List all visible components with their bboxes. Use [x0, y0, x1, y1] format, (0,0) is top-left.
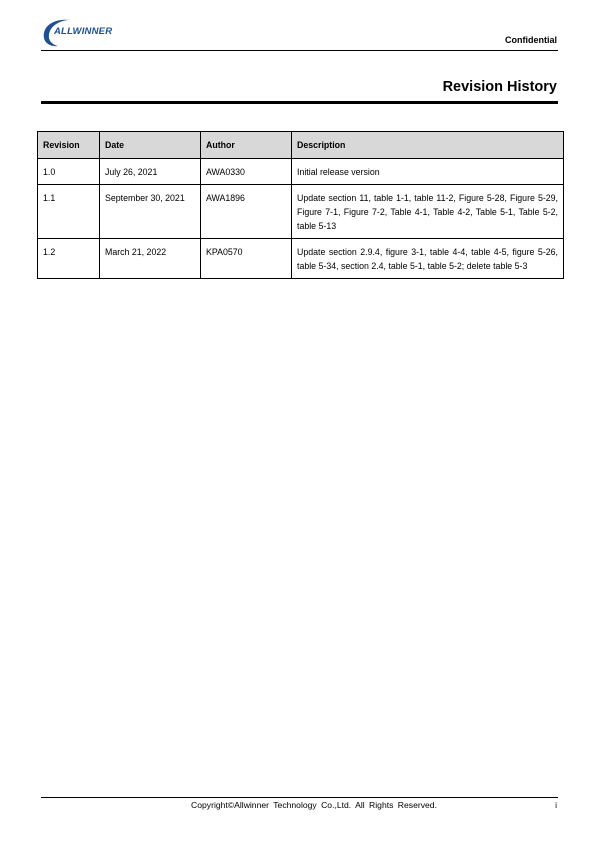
column-header-date: Date [100, 132, 201, 159]
table-header-row [38, 132, 564, 159]
page-title: Revision History [442, 79, 557, 95]
date-cell: July 26, 2021 [100, 159, 201, 185]
page-number: i [555, 800, 557, 810]
revision-cell: 1.1 [38, 185, 100, 239]
revision-cell: 1.2 [38, 239, 100, 279]
column-header-revision: Revision [38, 132, 100, 159]
table-row [38, 159, 564, 185]
description-cell: Update section 2.9.4, figure 3-1, table 4-4, table 4-5, figure 5-26, table 5-34, section 2.4, table 5-1, table 5-2; delete table 5-3 [292, 239, 564, 279]
date-cell: September 30, 2021 [100, 185, 201, 239]
table-row [38, 185, 564, 239]
revision-cell: 1.0 [38, 159, 100, 185]
author-cell: KPA0570 [201, 239, 292, 279]
description-cell: Update section 11, table 1-1, table 11-2, Figure 5-28, Figure 5-29, Figure 7-1, Figure 7-2, Table 4-1, Table 4-2, Table 5-1, Table 5-2, table 5-13 [292, 185, 564, 239]
author-cell: AWA0330 [201, 159, 292, 185]
title-rule [41, 101, 558, 104]
column-header-author: Author [201, 132, 292, 159]
date-cell: March 21, 2022 [100, 239, 201, 279]
copyright-notice: Copyright©Allwinner Technology Co.,Ltd. All Rights Reserved. [191, 800, 437, 810]
confidential-label: Confidential [505, 35, 557, 45]
company-logo [40, 16, 130, 52]
column-header-description: Description [292, 132, 564, 159]
header-rule [41, 50, 558, 51]
footer-rule [41, 797, 558, 798]
logo-text: ALLWINNER [54, 26, 113, 37]
author-cell: AWA1896 [201, 185, 292, 239]
table-row [38, 239, 564, 279]
description-cell: Initial release version [292, 159, 564, 185]
revision-history-table [37, 131, 564, 279]
